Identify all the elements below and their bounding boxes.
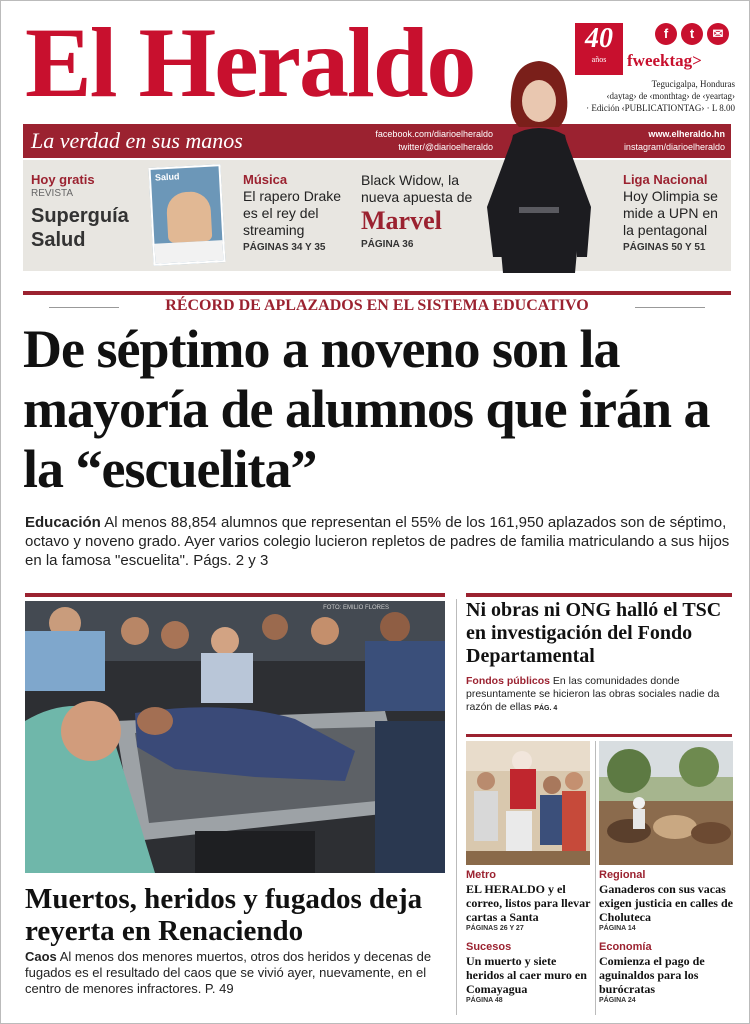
- brief-regional[interactable]: [599, 869, 733, 932]
- black-widow-figure: [463, 57, 613, 273]
- brief-metro-kicker: Metro: [466, 869, 496, 881]
- dateline-city: Tegucigalpa, Honduras: [651, 79, 735, 89]
- right-text: [466, 675, 732, 715]
- teaser-liga-pages: PÁGINAS 50 Y 51: [623, 242, 706, 253]
- metro-photo-art: [466, 741, 590, 865]
- website-link[interactable]: www.elheraldo.hn: [648, 129, 725, 139]
- weektag: fweektag>: [627, 51, 702, 70]
- instagram-link[interactable]: instagram/diarioelheraldo: [623, 142, 725, 152]
- right-label: Fondos públicos: [466, 675, 550, 687]
- brief-metro-text: EL HERALDO y el correo, listos para llevar cartas a Santa: [466, 882, 591, 924]
- section-rule: [23, 291, 731, 295]
- brief-sucesos[interactable]: [466, 941, 594, 1004]
- cover-band: [154, 240, 223, 264]
- lead-photo-art: [25, 601, 445, 873]
- briefs-divider: [595, 741, 596, 1015]
- brief-regional-kicker: Regional: [599, 869, 646, 881]
- lead-photo: [25, 601, 445, 873]
- regional-photo: [599, 741, 733, 865]
- teaser-musica-kicker: Música: [243, 172, 288, 187]
- brief-economia-text: Comienza el pago de aguinaldos para los burócratas: [599, 954, 705, 996]
- masthead-title: El Heraldo: [25, 7, 475, 118]
- teaser-liga-text: Hoy Olimpia se mide a UPN en la pentagonal: [623, 188, 718, 238]
- teaser-strip: [23, 160, 731, 271]
- cover-photo: [166, 191, 213, 243]
- teaser-revista[interactable]: [31, 172, 141, 252]
- motto: La verdad en sus manos: [31, 128, 243, 153]
- teaser-musica[interactable]: [243, 172, 347, 253]
- dateline-edition: · Edición ‹PUBLICATIONTAG› · L 8.00: [586, 103, 735, 113]
- photo-rule: [25, 593, 445, 597]
- teaser-revista-label: REVISTA: [31, 188, 74, 199]
- lead-deck: [25, 513, 731, 570]
- brief-metro-pages: PÁGINAS 26 Y 27: [466, 925, 524, 932]
- brief-economia-pages: PÁGINA 24: [599, 997, 636, 1004]
- right-page: PÁG. 4: [534, 705, 558, 712]
- brief-regional-text: Ganaderos con sus vacas exigen justicia en calles de Choluteca: [599, 882, 733, 924]
- lead-kicker: RÉCORD DE APLAZADOS EN EL SISTEMA EDUCATIVO: [23, 297, 731, 315]
- brief-economia-kicker: Economía: [599, 941, 652, 953]
- teaser-revista-kicker: Hoy gratis: [31, 172, 95, 187]
- right-body: En las comunidades donde presuntamente se hicieron las obras sociales nadie da razón de ellas: [466, 675, 720, 713]
- web-links: [624, 128, 725, 154]
- teaser-liga[interactable]: [623, 172, 727, 253]
- social-icons: [655, 23, 729, 45]
- right-column-rule: [466, 593, 732, 597]
- second-text: [25, 949, 449, 997]
- second-body: Al menos dos menores muertos, otros dos heridos y decenas de fugados es el resultado del caos que se vivió ayer, nuevamente, en el centro de menores infractores. P. 49: [25, 949, 432, 996]
- facebook-icon[interactable]: f: [655, 23, 677, 45]
- teaser-musica-pages: PÁGINAS 34 Y 35: [243, 242, 326, 253]
- brief-metro[interactable]: [466, 869, 594, 932]
- brief-sucesos-text: Un muerto y siete heridos al caer muro en Comayagua: [466, 954, 587, 996]
- second-headline[interactable]: Muertos, heridos y fugados deja reyerta en Renaciendo: [25, 883, 423, 947]
- brief-sucesos-pages: PÁGINA 48: [466, 997, 503, 1004]
- lead-deck-text: Al menos 88,854 alumnos que representan el 55% de los 161,950 aplazados son de séptimo, octavo y noveno grado. Ayer varios colegio lucieron repletos de padres de familia matriculando a sus hijos en la famosa "escuelita". Págs. 2 y 3: [25, 514, 730, 569]
- lead-headline[interactable]: De séptimo a noveno son la mayoría de alumnos que irán a la “escuelita”: [23, 319, 710, 499]
- metro-photo: [466, 741, 590, 865]
- teaser-marvel-pages: PÁGINA 36: [361, 239, 414, 250]
- teaser-marvel-text: Black Widow, la nueva apuesta de: [361, 172, 473, 205]
- lead-deck-label: Educación: [25, 514, 101, 531]
- teaser-musica-text: El rapero Drake es el rey del streaming: [243, 188, 342, 238]
- dateline-date: ‹daytag› de ‹monthtag› de ‹yeartag›: [606, 91, 735, 101]
- column-divider: [456, 599, 457, 1015]
- twitter-icon[interactable]: t: [681, 23, 703, 45]
- anniversary-label: años: [591, 55, 607, 64]
- email-icon[interactable]: ✉: [707, 23, 729, 45]
- brief-economia[interactable]: [599, 941, 733, 1004]
- teaser-marvel-brand: Marvel: [361, 206, 442, 235]
- twitter-link[interactable]: twitter/@diarioelheraldo: [398, 142, 493, 152]
- teaser-liga-kicker: Liga Nacional: [623, 172, 708, 187]
- second-label: Caos: [25, 949, 57, 964]
- teaser-revista-title: Superguía Salud: [31, 205, 129, 251]
- photo-credit: FOTO: EMILIO FLORES: [323, 605, 389, 611]
- regional-photo-art: [599, 741, 733, 865]
- brief-regional-pages: PÁGINA 14: [599, 925, 636, 932]
- briefs-rule: [466, 734, 732, 737]
- tagline-bar: [23, 124, 731, 158]
- magazine-cover-image: [148, 164, 225, 266]
- facebook-link[interactable]: facebook.com/diarioelheraldo: [375, 129, 493, 139]
- brief-sucesos-kicker: Sucesos: [466, 941, 512, 953]
- right-headline[interactable]: Ni obras ni ONG halló el TSC en investigación del Fondo Departamental: [466, 599, 722, 667]
- anniversary-number: 40: [585, 23, 613, 54]
- magazine-cover-title: Salud: [154, 171, 180, 183]
